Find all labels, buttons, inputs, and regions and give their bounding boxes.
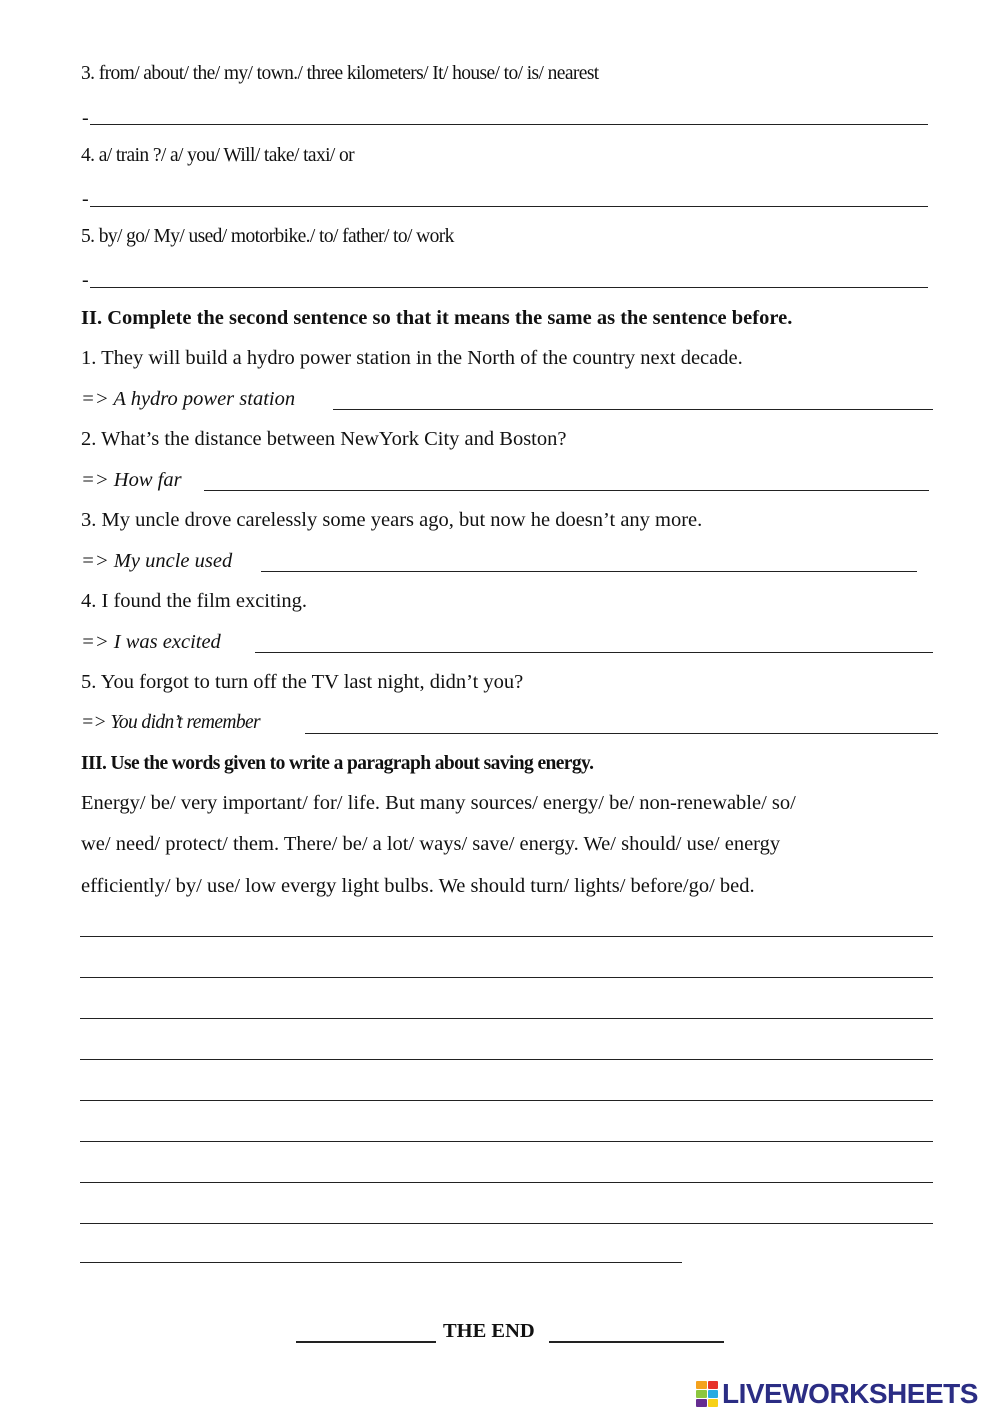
transform-4-answer-line[interactable] bbox=[255, 652, 933, 653]
transform-5-sentence: 5. You forgot to turn off the TV last night, didn’t you? bbox=[81, 671, 524, 693]
transform-1-answer-line[interactable] bbox=[333, 409, 933, 410]
writing-line[interactable] bbox=[80, 1182, 933, 1183]
writing-line-short[interactable] bbox=[80, 1262, 682, 1263]
answer-4-dash: - bbox=[82, 188, 89, 210]
transform-2-sentence: 2. What’s the distance between NewYork City and Boston? bbox=[81, 428, 567, 450]
answer-3-line[interactable] bbox=[90, 124, 928, 125]
paragraph-words-line-1: Energy/ be/ very important/ for/ life. But many sources/ energy/ be/ non-renewable/ so/ bbox=[81, 792, 796, 814]
answer-5-line[interactable] bbox=[90, 287, 928, 288]
transform-1-prompt: => A hydro power station bbox=[81, 388, 296, 410]
section-2-heading: II. Complete the second sentence so that it means the same as the sentence before. bbox=[81, 307, 793, 329]
question-3-words: 3. from/ about/ the/ my/ town./ three kilometers/ It/ house/ to/ is/ nearest bbox=[81, 63, 599, 84]
writing-line[interactable] bbox=[80, 1018, 933, 1019]
writing-line[interactable] bbox=[80, 1223, 933, 1224]
transform-3-answer-line[interactable] bbox=[261, 571, 917, 572]
transform-1-sentence: 1. They will build a hydro power station in the North of the country next decade. bbox=[81, 347, 743, 369]
question-4-words: 4. a/ train ?/ a/ you/ Will/ take/ taxi/ or bbox=[81, 145, 355, 166]
the-end-footer bbox=[0, 1318, 1000, 1348]
liveworksheets-logo-icon bbox=[696, 1381, 718, 1407]
end-rule-left bbox=[296, 1341, 436, 1343]
paragraph-words-line-2: we/ need/ protect/ them. There/ be/ a lot/ ways/ save/ energy. We/ should/ use/ energy bbox=[81, 833, 781, 855]
writing-line[interactable] bbox=[80, 1100, 933, 1101]
writing-line[interactable] bbox=[80, 1141, 933, 1142]
transform-4-prompt: => I was excited bbox=[81, 631, 221, 653]
answer-5-dash: - bbox=[82, 269, 89, 291]
transform-3-prompt: => My uncle used bbox=[81, 550, 233, 572]
transform-2-prompt: => How far bbox=[81, 469, 182, 491]
question-5-words: 5. by/ go/ My/ used/ motorbike./ to/ father/ to/ work bbox=[81, 226, 454, 247]
writing-line[interactable] bbox=[80, 936, 933, 937]
transform-5-answer-line[interactable] bbox=[305, 733, 938, 734]
liveworksheets-logo-text: LIVEWORKSHEETS bbox=[722, 1378, 978, 1409]
writing-line[interactable] bbox=[80, 977, 933, 978]
transform-3-sentence: 3. My uncle drove carelessly some years ago, but now he doesn’t any more. bbox=[81, 509, 703, 531]
transform-5-prompt: => You didn’t remember bbox=[81, 712, 261, 733]
transform-4-sentence: 4. I found the film exciting. bbox=[81, 590, 308, 612]
paragraph-words-line-3: efficiently/ by/ use/ low evergy light bulbs. We should turn/ lights/ before/go/ bed. bbox=[81, 875, 755, 897]
the-end-text: THE END bbox=[443, 1320, 535, 1342]
end-rule-right bbox=[549, 1341, 724, 1343]
section-3-heading: III. Use the words given to write a paragraph about saving energy. bbox=[81, 753, 594, 774]
writing-line[interactable] bbox=[80, 1059, 933, 1060]
liveworksheets-logo bbox=[696, 1378, 978, 1410]
answer-3-dash: - bbox=[82, 107, 89, 129]
transform-2-answer-line[interactable] bbox=[204, 490, 929, 491]
answer-4-line[interactable] bbox=[90, 206, 928, 207]
